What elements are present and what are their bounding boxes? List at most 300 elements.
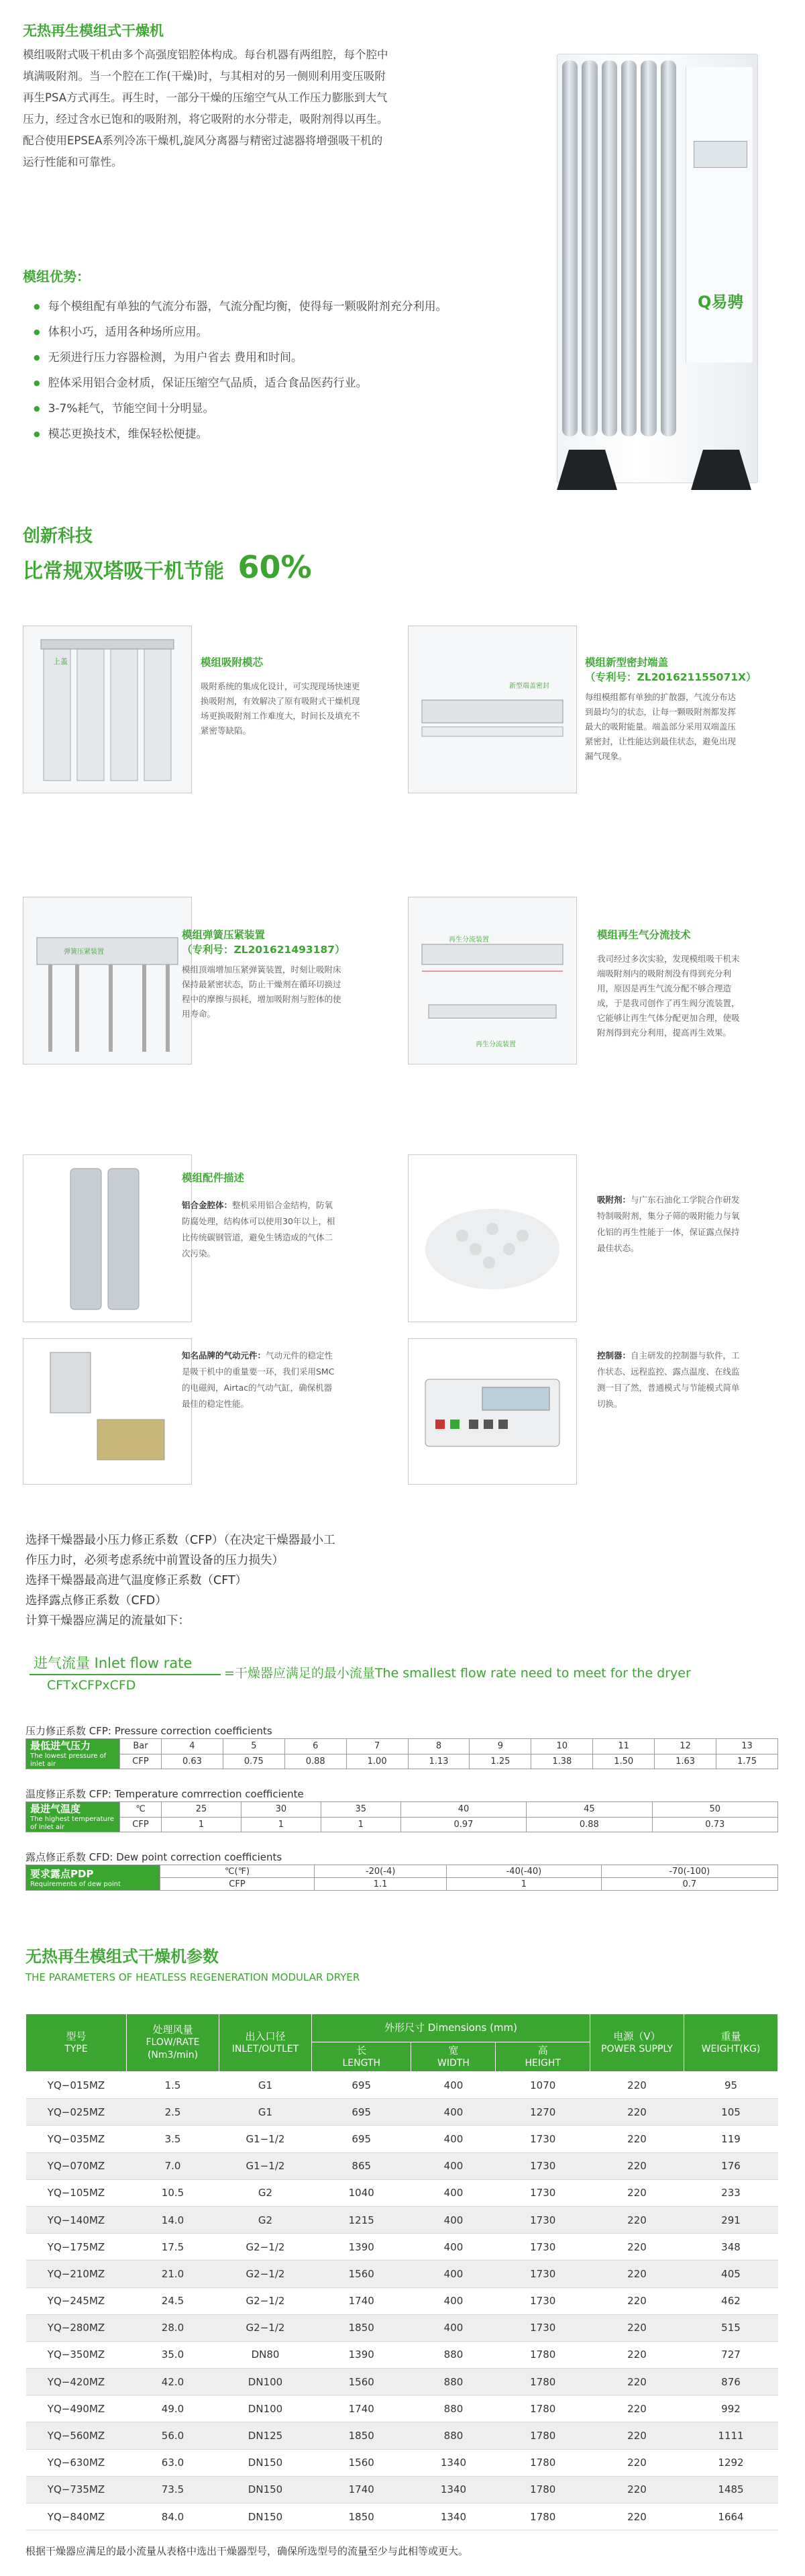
table-cell: 220 — [590, 2449, 684, 2476]
selection-line: 选择干燥器最小压力修正系数（CFP）（在决定干燥器最小工 — [25, 1534, 335, 1547]
header-text: TYPE — [64, 2043, 88, 2054]
dewpoint-row-label: CFP — [160, 1878, 315, 1891]
table-row — [26, 2476, 778, 2503]
table-cell: 1730 — [496, 2314, 590, 2341]
table-cell: 119 — [684, 2126, 778, 2152]
table-cell: 400 — [411, 2314, 496, 2341]
intro-paragraph — [23, 44, 533, 173]
pressure-value: 1.63 — [655, 1754, 716, 1769]
temperature-value: 0.73 — [652, 1817, 777, 1832]
table-row — [26, 2206, 778, 2233]
feature-text-line: 漏气现象。 — [585, 751, 627, 761]
intro-line: 配合使用EPSEA系列冷冻干燥机,旋风分离器与精密过滤器将增强吸干机的 — [23, 134, 383, 147]
table-cell: YQ−105MZ — [26, 2179, 127, 2206]
table-cell: 992 — [684, 2395, 778, 2422]
table-cell: 1292 — [684, 2449, 778, 2476]
dryer-display — [694, 141, 747, 168]
feature-text-line: 作状态、远程监控、露点温度、在线监 — [597, 1367, 740, 1377]
formula-numerator: 进气流量 Inlet flow rate — [34, 1655, 193, 1671]
temperature-value: 0.88 — [527, 1817, 652, 1832]
feature-title: 模组再生气分流技术 — [597, 929, 691, 941]
table-row — [26, 2261, 778, 2287]
table-cell: 400 — [411, 2206, 496, 2233]
feature-text-line: 端吸附剂内的吸附剂没有得到充分利 — [597, 969, 732, 979]
table-cell: 220 — [590, 2234, 684, 2261]
feature-title: 模组弹簧压紧装置 — [182, 929, 266, 941]
feature-text-line: 最佳状态。 — [597, 1243, 639, 1253]
table-cell: 1730 — [496, 2179, 590, 2206]
selection-line: 作压力时，必须考虑系统中前置设备的压力损失） — [25, 1554, 284, 1567]
table-cell: 400 — [411, 2152, 496, 2179]
table-cell: G1 — [219, 2072, 312, 2099]
seal-cap-image — [408, 626, 577, 793]
header-text: POWER SUPPLY — [601, 2043, 673, 2054]
table-cell: 42.0 — [127, 2369, 219, 2395]
dewpoint-value: 0.7 — [601, 1878, 777, 1891]
table-cell: DN100 — [219, 2395, 312, 2422]
table-cell: 1730 — [496, 2126, 590, 2152]
dryer-leg — [557, 450, 617, 490]
temperature-row-cfp — [26, 1817, 778, 1832]
feature-patent: （专利号：ZL201621493187） — [182, 944, 345, 956]
feature-text — [201, 679, 365, 738]
selection-instructions — [25, 1530, 629, 1631]
table-cell: 220 — [590, 2126, 684, 2152]
table-cell: YQ−735MZ — [26, 2476, 127, 2503]
feature-title: 模组配件描述 — [182, 1172, 245, 1184]
feature-text-line: 最大的吸附能量。端盖部分采用双端盖压 — [585, 722, 737, 732]
params-header-row — [26, 2014, 778, 2042]
header-text: 型号 — [66, 2030, 87, 2042]
temperature-temp: 30 — [241, 1802, 321, 1818]
table-cell: 1560 — [312, 2369, 411, 2395]
table-cell: 1730 — [496, 2287, 590, 2314]
header-type — [26, 2014, 127, 2072]
table-cell: 233 — [684, 2179, 778, 2206]
table-cell: 727 — [684, 2341, 778, 2368]
dewpoint-head-sub: Requirements of dew point — [30, 1880, 121, 1888]
feature-text-line: 换吸附剂，有效解决了原有吸附式干燥机现 — [201, 696, 360, 706]
table-cell: YQ−015MZ — [26, 2072, 127, 2099]
table-cell: 1040 — [312, 2179, 411, 2206]
table-cell: DN125 — [219, 2422, 312, 2449]
temperature-temp: 40 — [400, 1802, 526, 1818]
table-cell: 1070 — [496, 2072, 590, 2099]
controller-image — [408, 1338, 577, 1485]
feature-text-line: 模组顶端增加压紧弹簧装置，时刻让吸附床 — [182, 964, 341, 975]
feature-text-line: 吸附系统的集成化设计，可实现现场快速更 — [201, 681, 360, 691]
regen-image-label-b: 再生分流装置 — [476, 1041, 516, 1048]
spring-image-label: 弹簧压紧装置 — [64, 948, 104, 956]
table-cell: 1780 — [496, 2369, 590, 2395]
table-cell: 10.5 — [127, 2179, 219, 2206]
table-row — [26, 2234, 778, 2261]
table-cell: G1−1/2 — [219, 2126, 312, 2152]
feature-accessories — [182, 1171, 376, 1262]
table-row — [26, 2449, 778, 2476]
temperature-row-label: CFP — [120, 1817, 162, 1832]
table-cell: 880 — [411, 2395, 496, 2422]
header-text: 高 — [537, 2044, 548, 2057]
dryer-column — [641, 60, 656, 436]
aluminum-chamber-image — [23, 1154, 192, 1322]
table-cell: YQ−245MZ — [26, 2287, 127, 2314]
table-cell: 880 — [411, 2369, 496, 2395]
feature-text — [597, 952, 785, 1040]
pressure-unit: Bar — [120, 1739, 162, 1754]
table-row — [26, 2395, 778, 2422]
header-height — [496, 2042, 590, 2072]
feature-text-line: 特制吸附剂，集分子筛的吸附能力与氧 — [597, 1211, 740, 1221]
table-cell: YQ−420MZ — [26, 2369, 127, 2395]
temperature-temp: 25 — [162, 1802, 241, 1818]
params-title: 无热再生模组式干燥机参数 — [25, 1947, 219, 1966]
feature-text — [182, 962, 376, 1022]
seal-image-label: 新型端盖密封 — [509, 683, 549, 690]
table-cell: 400 — [411, 2287, 496, 2314]
pressure-caption: 压力修正系数 CFP: Pressure correction coefficients — [25, 1725, 272, 1737]
dewpoint-point: -40(-40) — [447, 1865, 601, 1878]
pressure-bar: 13 — [716, 1739, 778, 1754]
feature-text-line: 自主研发的控制器与软件，工 — [631, 1350, 740, 1360]
table-cell: 17.5 — [127, 2234, 219, 2261]
formula-denominator: CFTxCFPxCFD — [47, 1678, 136, 1693]
feature-text-line: 用，原因是再生气流分配不够合理造 — [597, 983, 732, 993]
dryer-column — [582, 60, 597, 436]
table-cell: YQ−840MZ — [26, 2504, 127, 2530]
table-cell: 105 — [684, 2099, 778, 2126]
feature-text — [597, 1348, 785, 1412]
adsorbent-image — [408, 1154, 577, 1322]
table-cell: 1730 — [496, 2234, 590, 2261]
table-cell: 1740 — [312, 2476, 411, 2503]
feature-text-line: 用寿命。 — [182, 1009, 216, 1019]
header-power — [590, 2014, 684, 2072]
header-text: 电源（V） — [613, 2030, 661, 2042]
table-cell: YQ−210MZ — [26, 2261, 127, 2287]
pressure-bar: 11 — [593, 1739, 655, 1754]
params-table — [25, 2014, 778, 2530]
feature-bold: 控制器： — [597, 1350, 631, 1360]
temperature-temp: 35 — [321, 1802, 400, 1818]
dewpoint-value: 1.1 — [315, 1878, 447, 1891]
feature-text-line: 化铝的再生性能于一体，保证露点保持 — [597, 1227, 740, 1237]
table-cell: 400 — [411, 2126, 496, 2152]
temperature-caption: 温度修正系数 CFP: Temperature comrrection coefficiente — [25, 1788, 304, 1800]
table-cell: YQ−175MZ — [26, 2234, 127, 2261]
table-cell: 695 — [312, 2099, 411, 2126]
header-text: 宽 — [448, 2044, 459, 2057]
params-footnote: 根据干燥器应满足的最小流量从表格中选出干燥器型号，确保所选型号的流量至少与此相等或更大。 — [25, 2545, 469, 2557]
table-cell: G2−1/2 — [219, 2234, 312, 2261]
pressure-table — [25, 1738, 778, 1769]
table-cell: G2−1/2 — [219, 2287, 312, 2314]
feature-text — [597, 1192, 785, 1256]
regen-flow-image — [408, 897, 577, 1064]
pressure-bar: 5 — [223, 1739, 284, 1754]
feature-text-line: 与广东石油化工学院合作研发 — [631, 1195, 740, 1205]
table-row — [26, 2287, 778, 2314]
table-row — [26, 2152, 778, 2179]
table-cell: 1390 — [312, 2341, 411, 2368]
table-cell: G2 — [219, 2179, 312, 2206]
feature-adsorbent — [597, 1192, 785, 1256]
dryer-column — [602, 60, 617, 436]
table-cell: 1560 — [312, 2261, 411, 2287]
table-cell: 220 — [590, 2504, 684, 2530]
table-cell: 7.0 — [127, 2152, 219, 2179]
dryer-columns — [562, 60, 676, 436]
advantage-item: ● 每个模组配有单独的气流分布器，气流分配均衡，使得每一颗吸附剂充分利用。 — [34, 294, 543, 319]
feature-text-line: 气动元件的稳定性 — [266, 1350, 333, 1360]
dewpoint-value: 1 — [447, 1878, 601, 1891]
pressure-head — [26, 1739, 120, 1769]
feature-text-line: 它能够让再生气体分配更加合理，使吸 — [597, 1013, 740, 1023]
table-cell: 462 — [684, 2287, 778, 2314]
table-cell: 176 — [684, 2152, 778, 2179]
intro-line: 运行性能和可靠性。 — [23, 156, 123, 168]
table-cell: 1780 — [496, 2504, 590, 2530]
table-row — [26, 2314, 778, 2341]
table-cell: G2−1/2 — [219, 2314, 312, 2341]
pressure-value: 0.75 — [223, 1754, 284, 1769]
feature-text-line: 附剂得到充分利用，提高再生效果。 — [597, 1028, 732, 1038]
temperature-row-temp — [26, 1802, 778, 1818]
temperature-unit: ℃ — [120, 1802, 162, 1818]
pressure-value: 1.38 — [531, 1754, 593, 1769]
table-cell: 220 — [590, 2072, 684, 2099]
feature-controller — [597, 1348, 785, 1412]
table-cell: 84.0 — [127, 2504, 219, 2530]
table-cell: 2.5 — [127, 2099, 219, 2126]
formula-divider — [30, 1674, 221, 1675]
feature-bold: 知名品牌的气动元件： — [182, 1350, 266, 1360]
intro-line: 填满吸附剂。当一个腔在工作(干燥)时，与其相对的另一侧则利用变压吸附 — [23, 70, 386, 83]
table-row — [26, 2072, 778, 2099]
feature-patent: （专利号：ZL201621155071X） — [585, 671, 757, 683]
feature-text — [585, 690, 786, 764]
table-cell: 28.0 — [127, 2314, 219, 2341]
innovation-line1: 创新科技 — [23, 526, 93, 546]
header-text: INLET/OUTLET — [231, 2043, 299, 2054]
formula-result: =干燥器应满足的最小流量The smallest flow rate need to meet for the dryer — [224, 1666, 691, 1681]
feature-text-line: 比传统碳钢管道，避免生锈造成的气体二 — [182, 1232, 333, 1242]
pressure-value: 0.88 — [284, 1754, 346, 1769]
table-cell: 865 — [312, 2152, 411, 2179]
table-row — [26, 2099, 778, 2126]
feature-text-line: 切换。 — [597, 1399, 623, 1409]
table-cell: G2 — [219, 2206, 312, 2233]
dewpoint-head — [26, 1865, 160, 1891]
pressure-row-label: CFP — [120, 1754, 162, 1769]
feature-bold: 吸附剂： — [597, 1195, 631, 1205]
feature-text-line: 测一目了然，普通模式与节能模式简单 — [597, 1383, 740, 1393]
table-cell: 348 — [684, 2234, 778, 2261]
intro-line: 再生PSA方式再生。再生时，一部分干燥的压缩空气从工作压力膨胀到大气 — [23, 91, 388, 104]
table-cell: DN80 — [219, 2341, 312, 2368]
table-cell: 1340 — [411, 2476, 496, 2503]
innovation-percent: 60% — [237, 549, 312, 585]
feature-text-line: 次污染。 — [182, 1248, 216, 1258]
dewpoint-unit: ℃(℉) — [160, 1865, 315, 1878]
dryer-column — [621, 60, 637, 436]
feature-text-line: 程中的摩擦与损耗，增加吸附剂与腔体的使 — [182, 994, 341, 1004]
pressure-row-cfp — [26, 1754, 778, 1769]
table-cell: 1215 — [312, 2206, 411, 2233]
table-cell: YQ−490MZ — [26, 2395, 127, 2422]
table-cell: 1730 — [496, 2152, 590, 2179]
selection-line: 选择露点修正系数（CFD） — [25, 1594, 167, 1607]
pressure-bar: 6 — [284, 1739, 346, 1754]
table-cell: 880 — [411, 2422, 496, 2449]
header-text: 处理风量 — [152, 2024, 193, 2036]
table-cell: 400 — [411, 2234, 496, 2261]
table-cell: 1850 — [312, 2422, 411, 2449]
dewpoint-row-pdp — [26, 1865, 778, 1878]
table-cell: YQ−035MZ — [26, 2126, 127, 2152]
feature-text-line: 保持最紧密状态，防止干燥剂在循环切换过 — [182, 979, 341, 989]
table-cell: 1340 — [411, 2449, 496, 2476]
feature-text-line: 的电磁阀，Airtac的气动气缸，确保机器 — [182, 1383, 333, 1393]
feature-title: 模组新型密封端盖 — [585, 656, 669, 668]
temperature-value: 1 — [321, 1817, 400, 1832]
feature-bold: 铝合金腔体： — [182, 1200, 233, 1210]
table-cell: 1730 — [496, 2261, 590, 2287]
dryer-product-image — [530, 40, 771, 497]
table-cell: 1740 — [312, 2395, 411, 2422]
table-cell: 95 — [684, 2072, 778, 2099]
feature-text — [182, 1197, 376, 1262]
table-cell: 1.5 — [127, 2072, 219, 2099]
table-cell: 220 — [590, 2206, 684, 2233]
table-cell: 1560 — [312, 2449, 411, 2476]
dryer-leg — [691, 450, 751, 490]
feature-pneumatic — [182, 1348, 376, 1412]
table-cell: 63.0 — [127, 2449, 219, 2476]
temperature-temp: 45 — [527, 1802, 652, 1818]
innovation-text: 比常规双塔吸干机节能 — [23, 560, 224, 583]
table-cell: YQ−280MZ — [26, 2314, 127, 2341]
header-length — [312, 2042, 411, 2072]
pressure-value: 1.50 — [593, 1754, 655, 1769]
header-text: 出入口径 — [245, 2030, 286, 2042]
core-image-label: 上盖 — [53, 657, 68, 666]
pressure-value: 0.63 — [162, 1754, 223, 1769]
table-row — [26, 2504, 778, 2530]
header-inlet — [219, 2014, 312, 2072]
feature-title: 模组吸附模芯 — [201, 656, 264, 668]
feature-text-line: 每组模组都有单独的扩散器，气流分布达 — [585, 692, 737, 702]
advantage-item: ● 腔体采用铝合金材质，保证压缩空气品质，适合食品医药行业。 — [34, 370, 543, 396]
page-title: 无热再生模组式干燥机 — [23, 23, 164, 39]
table-cell: G2−1/2 — [219, 2261, 312, 2287]
table-cell: 695 — [312, 2072, 411, 2099]
table-cell: 1485 — [684, 2476, 778, 2503]
temperature-value: 0.97 — [400, 1817, 526, 1832]
advantage-item: ● 模芯更换技术，维保轻松便捷。 — [34, 422, 543, 447]
table-cell: 1111 — [684, 2422, 778, 2449]
temperature-value: 1 — [241, 1817, 321, 1832]
selection-line: 计算干燥器应满足的流量如下： — [25, 1614, 190, 1628]
table-cell: 1270 — [496, 2099, 590, 2126]
table-cell: 3.5 — [127, 2126, 219, 2152]
table-cell: 291 — [684, 2206, 778, 2233]
feature-text-line: 紧密等缺陷。 — [201, 726, 252, 736]
table-cell: 220 — [590, 2395, 684, 2422]
table-row — [26, 2341, 778, 2368]
header-flow — [127, 2014, 219, 2072]
table-cell: DN150 — [219, 2476, 312, 2503]
table-cell: 1740 — [312, 2287, 411, 2314]
table-cell: YQ−560MZ — [26, 2422, 127, 2449]
table-cell: 220 — [590, 2261, 684, 2287]
pressure-bar: 12 — [655, 1739, 716, 1754]
temperature-temp: 50 — [652, 1802, 777, 1818]
pneumatic-parts-image — [23, 1338, 192, 1485]
table-cell: 400 — [411, 2179, 496, 2206]
table-row — [26, 2179, 778, 2206]
feature-text-line: 我司经过多次实验，发现模组吸干机末 — [597, 954, 740, 964]
temperature-head — [26, 1802, 120, 1832]
table-row — [26, 2422, 778, 2449]
table-cell: DN150 — [219, 2449, 312, 2476]
feature-seal-cap — [585, 655, 786, 764]
table-cell: 400 — [411, 2261, 496, 2287]
pressure-head-sub: The lowest pressure of inlet air — [30, 1752, 107, 1768]
table-row — [26, 2126, 778, 2152]
header-weight — [684, 2014, 778, 2072]
feature-module-core — [201, 655, 365, 738]
dryer-control-panel — [686, 67, 753, 362]
feature-text-line: 最佳的稳定性能。 — [182, 1399, 250, 1409]
table-cell: YQ−350MZ — [26, 2341, 127, 2368]
table-cell: 49.0 — [127, 2395, 219, 2422]
table-cell: 35.0 — [127, 2341, 219, 2368]
feature-text-line: 紧密封，让性能达到最佳状态，避免出现 — [585, 736, 737, 746]
table-cell: YQ−025MZ — [26, 2099, 127, 2126]
feature-text-line: 到最均匀的状态，让每一颗吸附剂都发挥 — [585, 707, 737, 717]
table-cell: 1850 — [312, 2504, 411, 2530]
pressure-bar: 10 — [531, 1739, 593, 1754]
table-cell: 220 — [590, 2422, 684, 2449]
feature-text-line: 场更换吸附剂工作难度大，时间长及填充不 — [201, 711, 360, 721]
selection-line: 选择干燥器最高进气温度修正系数（CFT） — [25, 1574, 248, 1587]
table-cell: 220 — [590, 2179, 684, 2206]
params-table-body — [26, 2072, 778, 2530]
table-cell: 24.5 — [127, 2287, 219, 2314]
dryer-logo: Q易骋 — [698, 293, 744, 311]
regen-image-label-a: 再生分流装置 — [449, 936, 489, 944]
table-cell: 1780 — [496, 2341, 590, 2368]
table-cell: 1664 — [684, 2504, 778, 2530]
dewpoint-point: -70(-100) — [601, 1865, 777, 1878]
pressure-bar: 9 — [470, 1739, 531, 1754]
table-cell: 220 — [590, 2369, 684, 2395]
table-row — [26, 2369, 778, 2395]
dewpoint-caption: 露点修正系数 CFD: Dew point correction coefficients — [25, 1851, 282, 1863]
table-cell: 400 — [411, 2072, 496, 2099]
temperature-head-text: 最进气温度 — [30, 1803, 81, 1815]
advantages-list — [34, 294, 543, 447]
table-cell: 220 — [590, 2476, 684, 2503]
table-cell: 880 — [411, 2341, 496, 2368]
table-cell: 220 — [590, 2287, 684, 2314]
feature-text-line: 成，于是我司创作了再生阀分流装置， — [597, 998, 740, 1008]
table-cell: 1850 — [312, 2314, 411, 2341]
feature-text-line: 是吸干机中的重量要一环，我们采用SMC — [182, 1367, 335, 1377]
table-cell: YQ−630MZ — [26, 2449, 127, 2476]
header-text: 重量 — [720, 2030, 741, 2042]
